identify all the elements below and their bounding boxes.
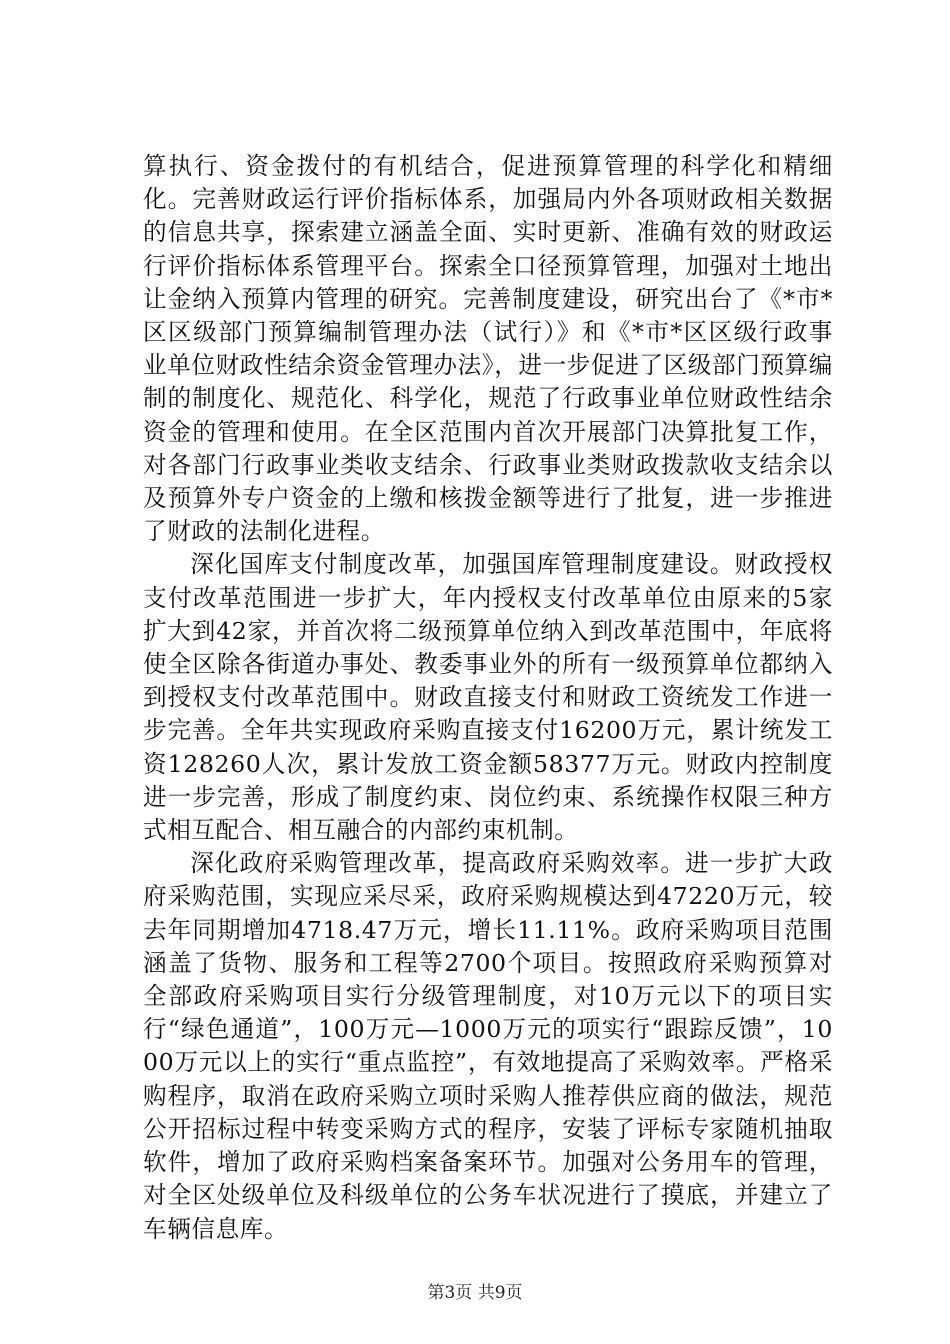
paragraph-treasury-payment: 深化国库支付制度改革，加强国库管理制度建设。财政授权支付改革范围进一步扩大，年内授权支付改革单位由原来的5家扩大到42家，并首次将二级预算单位纳入到改革范围中，年底将使全区除各街道办事处、教委事业外的所有一级预算单位都纳入到授权支付改革范围中。财政直接支付和财政工资统发工作进一步完善。全年共实现政府采购直接支付16200万元，累计统发工资128260人次，累计发放工资金额58377万元。财政内控制度进一步完善，形成了制度约束、岗位约束、系统操作权限三种方式相互配合、相互融合的内部约束机制。 [143, 550, 833, 845]
document-body [143, 150, 833, 1246]
page-number-footer: 第3页 共9页 [427, 1283, 523, 1303]
paragraph-budget-management: 算执行、资金拨付的有机结合，促进预算管理的科学化和精细化。完善财政运行评价指标体系，加强局内外各项财政相关数据的信息共享，探索建立涵盖全面、实时更新、准确有效的财政运行评价指标体系管理平台。探索全口径预算管理，加强对土地出让金纳入预算内管理的研究。完善制度建设，研究出台了《*市*区区级部门预算编制管理办法（试行）》和《*市*区区级行政事业单位财政性结余资金管理办法》，进一步促进了区级部门预算编制的制度化、规范化、科学化，规范了行政事业单位财政性结余资金的管理和使用。在全区范围内首次开展部门决算批复工作，对各部门行政事业类收支结余、行政事业类财政拨款收支结余以及预算外专户资金的上缴和核拨金额等进行了批复，进一步推进了财政的法制化进程。 [143, 152, 833, 546]
paragraph-government-procurement: 深化政府采购管理改革，提高政府采购效率。进一步扩大政府采购范围，实现应采尽采，政府采购规模达到47220万元，较去年同期增加4718.47万元，增长11.11%。政府采购项目范围涵盖了货物、服务和工程等2700个项目。按照政府采购预算对全部政府采购项目实行分级管理制度，对10万元以下的项目实行“绿色通道”，100万元—1000万元的项实行“跟踪反馈”，1000万元以上的实行“重点监控”，有效地提高了采购效率。严格采购程序，取消在政府采购立项时采购人推荐供应商的做法，规范公开招标过程中转变采购方式的程序，安装了评标专家随机抽取软件，增加了政府采购档案备案环节。加强对公务用车的管理，对全区处级单位及科级单位的公务车状况进行了摸底，并建立了车辆信息库。 [143, 849, 833, 1243]
